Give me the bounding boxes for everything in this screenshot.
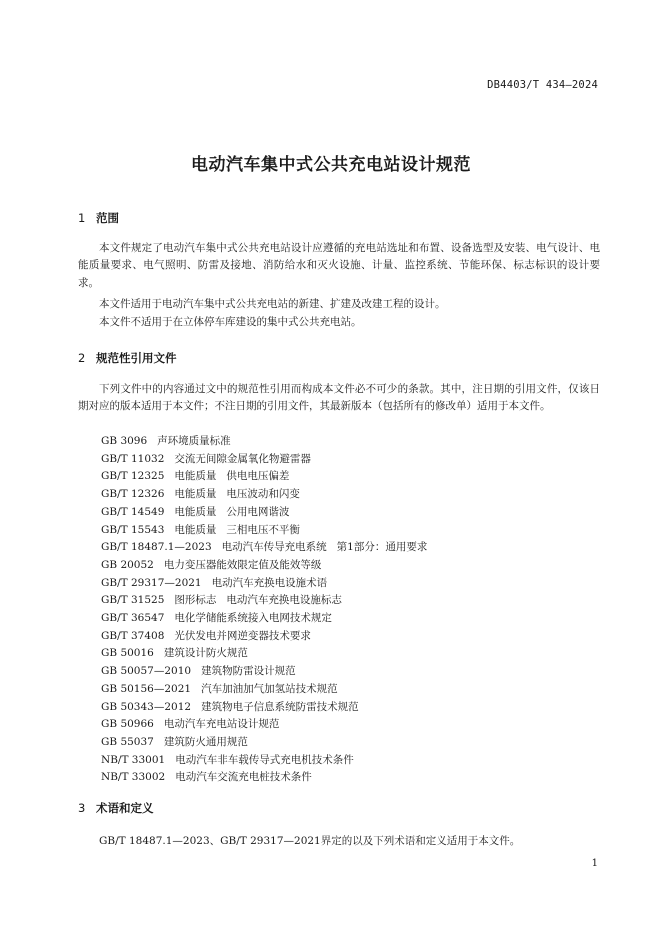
- section-1-paragraph-3: 本文件不适用于在立体停车库建设的集中式公共充电站。: [99, 316, 362, 328]
- section-1-heading: [78, 210, 119, 226]
- list-item: GB 50343—2012 建筑物电子信息系统防雷技术规范: [101, 700, 359, 713]
- list-item: GB 50156—2021 汽车加油加气加氢站技术规范: [101, 682, 338, 695]
- section-1-title: 范围: [96, 211, 119, 225]
- list-item: NB/T 33001 电动汽车非车载传导式充电机技术条件: [101, 753, 354, 766]
- document-code: DB4403/T 434—2024: [487, 79, 598, 91]
- section-1-paragraph-1: 本文件规定了电动汽车集中式公共充电站设计应遵循的充电站选址和布置、设备选型及安装、电气设计、电能质量要求、电气照明、防雷及接地、消防给水和灭火设施、计量、监控系统、节能环保、标志标识的设计要求。: [78, 242, 600, 289]
- section-3-heading: [78, 800, 154, 816]
- list-item: GB/T 14549 电能质量 公用电网谐波: [101, 505, 290, 518]
- section-2-title: 规范性引用文件: [96, 351, 177, 365]
- page-number: 1: [591, 858, 598, 869]
- section-2-number: 2: [78, 351, 86, 365]
- list-item: GB/T 29317—2021 电动汽车充换电设施术语: [101, 576, 328, 589]
- list-item: NB/T 33002 电动汽车交流充电桩技术条件: [101, 771, 312, 784]
- list-item: GB/T 11032 交流无间隙金属氧化物避雷器: [101, 452, 311, 465]
- document-title: 电动汽车集中式公共充电站设计规范: [191, 155, 471, 175]
- reference-list: [101, 433, 427, 787]
- list-item: GB/T 18487.1—2023 电动汽车传导充电系统 第1部分：通用要求: [101, 541, 428, 554]
- list-item: GB/T 15543 电能质量 三相电压不平衡: [101, 523, 300, 536]
- section-3-paragraph: GB/T 18487.1—2023、GB/T 29317—2021界定的以及下列术语和定义适用于本文件。: [99, 835, 521, 847]
- list-item: GB 50057—2010 建筑物防雷设计规范: [101, 665, 296, 678]
- list-item: GB/T 12325 电能质量 供电电压偏差: [101, 470, 290, 483]
- list-item: GB 50016 建筑设计防火规范: [101, 647, 248, 660]
- section-3-title: 术语和定义: [96, 801, 154, 815]
- section-2-heading: [78, 350, 177, 366]
- list-item: GB/T 31525 图形标志 电动汽车充换电设施标志: [101, 594, 342, 607]
- list-item: GB/T 36547 电化学储能系统接入电网技术规定: [101, 612, 332, 625]
- list-item: GB 3096 声环境质量标准: [101, 435, 231, 447]
- section-1-number: 1: [78, 211, 86, 225]
- list-item: GB 50966 电动汽车充电站设计规范: [101, 718, 280, 731]
- list-item: GB/T 37408 光伏发电并网逆变器技术要求: [101, 629, 311, 642]
- section-1-paragraph-2: 本文件适用于电动汽车集中式公共充电站的新建、扩建及改建工程的设计。: [99, 298, 446, 310]
- section-2-intro: 下列文件中的内容通过文中的规范性引用而构成本文件必不可少的条款。其中，注日期的引用文件，仅该日期对应的版本适用于本文件；不注日期的引用文件，其最新版本（包括所有的修改单）适用于本文件。: [78, 383, 600, 413]
- list-item: GB/T 12326 电能质量 电压波动和闪变: [101, 488, 300, 501]
- section-3-number: 3: [78, 801, 86, 815]
- list-item: GB 20052 电力变压器能效限定值及能效等级: [101, 558, 322, 571]
- list-item: GB 55037 建筑防火通用规范: [101, 735, 248, 748]
